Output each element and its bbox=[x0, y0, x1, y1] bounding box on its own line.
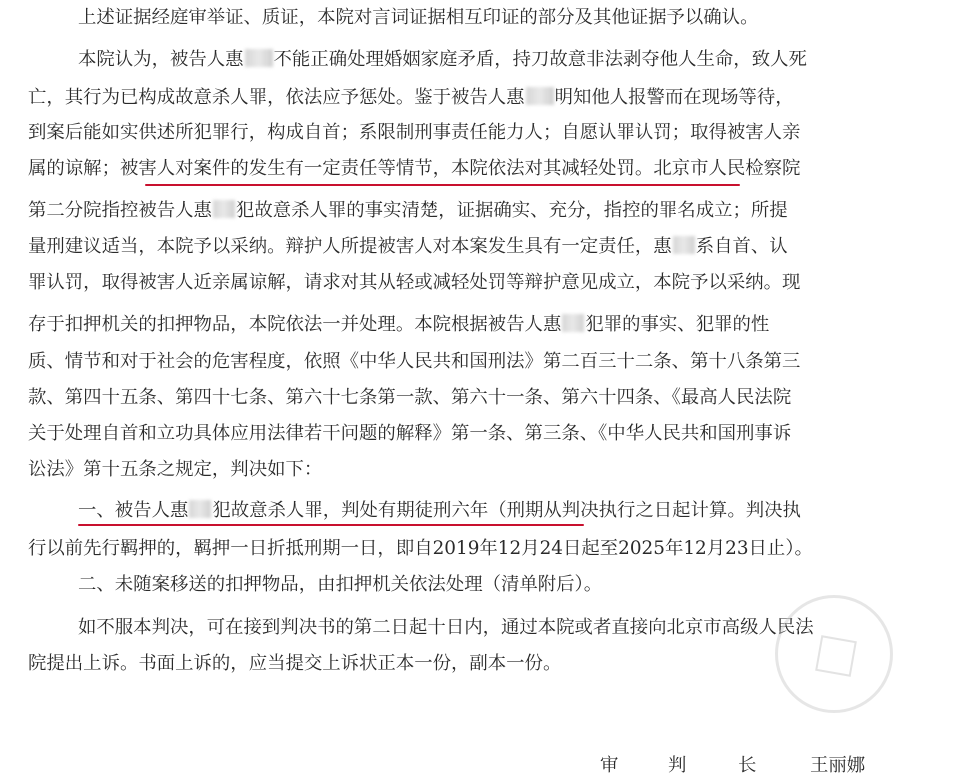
text-segment: 行以前先行羁押的，羁押一日折抵刑期一日，即自2019年12月24日起至2025年12月23日止）。 bbox=[28, 538, 813, 559]
paragraph-line-9 bbox=[28, 311, 769, 339]
text-segment: 量刑建议适当，本院予以采纳。辩护人所提被害人对本案发生具有一定责任，惠 bbox=[28, 236, 672, 257]
paragraph-line-5 bbox=[28, 155, 800, 183]
text-segment: 罪认罚，取得被害人近亲属谅解，请求对其从轻或减轻处罚等辩护意见成立，本院予以采纳。现 bbox=[28, 272, 801, 293]
text-segment: 属的谅解； bbox=[28, 158, 120, 179]
text-segment: 不能正确处理婚姻家庭矛盾，持刀故意非法剥夺他人生命，致人死 bbox=[273, 49, 807, 70]
highlighted-text: 被害人对案件的发生有一定责任等情节，本院依法对其减轻处罚 bbox=[119, 158, 635, 179]
text-segment: 。北京市人民检察院 bbox=[634, 158, 801, 179]
red-underline bbox=[78, 524, 584, 526]
paragraph-line-10 bbox=[28, 348, 800, 376]
text-segment: 存于扣押机关的扣押物品，本院依法一并处理。本院根据被告人惠 bbox=[28, 314, 562, 335]
text-segment: 到案后能如实供述所犯罪行，构成自首；系限制刑事责任能力人；自愿认罪认罚；取得被害人亲 bbox=[28, 122, 801, 143]
text-segment: 二、未随案移送的扣押物品，由扣押机关依法处理（清单附后）。 bbox=[78, 574, 603, 595]
text-segment: 明知他人报警而在现场等待， bbox=[554, 87, 794, 108]
text-segment: 犯罪的事实、犯罪的性 bbox=[585, 314, 770, 335]
seal-inner-mark bbox=[815, 635, 857, 677]
text-segment: 质、情节和对于社会的危害程度，依照《中华人民共和国刑法》第二百三十二条、第十八条第三 bbox=[28, 351, 801, 372]
signature-char-3: 长 bbox=[738, 755, 757, 776]
highlighted-text: 犯故意杀人罪，判处有期徒刑六年 bbox=[212, 500, 489, 521]
appeal-line-1 bbox=[78, 614, 814, 642]
highlighted-text: 一、被告人惠 bbox=[78, 500, 189, 521]
paragraph-line-6 bbox=[28, 197, 788, 225]
paragraph-line-12 bbox=[28, 420, 791, 448]
text-segment: 本院认为，被告人惠 bbox=[78, 49, 244, 70]
paragraph-line-1 bbox=[78, 4, 758, 32]
appeal-line-2 bbox=[28, 650, 561, 678]
text-segment: （刑期从判决执行之日起计算。判决执 bbox=[488, 500, 801, 521]
redaction-blur bbox=[245, 49, 273, 67]
paragraph-line-8 bbox=[28, 269, 800, 297]
red-underline bbox=[145, 184, 740, 186]
verdict-line-2 bbox=[28, 535, 813, 563]
text-segment: 讼法》第十五条之规定，判决如下： bbox=[28, 459, 323, 480]
paragraph-line-3 bbox=[28, 84, 794, 112]
paragraph-line-13 bbox=[28, 456, 322, 484]
paragraph-line-11 bbox=[28, 384, 791, 412]
text-segment: 亡，其行为已构成故意杀人罪，依法应予惩处。鉴于被告人惠 bbox=[28, 87, 525, 108]
text-segment: 上述证据经庭审举证、质证，本院对言词证据相互印证的部分及其他证据予以确认。 bbox=[78, 7, 759, 28]
text-segment: 犯故意杀人罪的事实清楚，证据确实、充分，指控的罪名成立；所提 bbox=[235, 200, 788, 221]
text-segment: 院提出上诉。书面上诉的，应当提交上诉状正本一份，副本一份。 bbox=[28, 653, 562, 674]
court-seal-watermark bbox=[775, 595, 893, 713]
signature-char-1: 审 bbox=[600, 755, 619, 776]
redaction-blur bbox=[562, 314, 584, 332]
verdict-line-3 bbox=[78, 571, 602, 599]
text-segment: 第二分院指控被告人惠 bbox=[28, 200, 212, 221]
verdict-line-1 bbox=[78, 497, 801, 525]
paragraph-line-7 bbox=[28, 233, 788, 261]
redaction-blur bbox=[213, 200, 235, 218]
text-segment: 系自首、认 bbox=[695, 236, 788, 257]
text-segment: 如不服本判决，可在接到判决书的第二日起十日内，通过本院或者直接向北京市高级人民法 bbox=[78, 617, 814, 638]
paragraph-line-4 bbox=[28, 119, 800, 147]
signature-name: 王丽娜 bbox=[810, 755, 866, 776]
text-segment: 款、第四十五条、第四十七条、第六十七条第一款、第六十一条、第六十四条、《最高人民法院 bbox=[28, 387, 792, 408]
redaction-blur bbox=[673, 236, 695, 254]
text-segment: 关于处理自首和立功具体应用法律若干问题的解释》第一条、第三条、《中华人民共和国刑事诉 bbox=[28, 423, 792, 444]
redaction-blur bbox=[189, 500, 211, 518]
redaction-blur bbox=[526, 87, 554, 105]
paragraph-line-2 bbox=[78, 46, 807, 74]
signature-char-2: 判 bbox=[668, 755, 687, 776]
